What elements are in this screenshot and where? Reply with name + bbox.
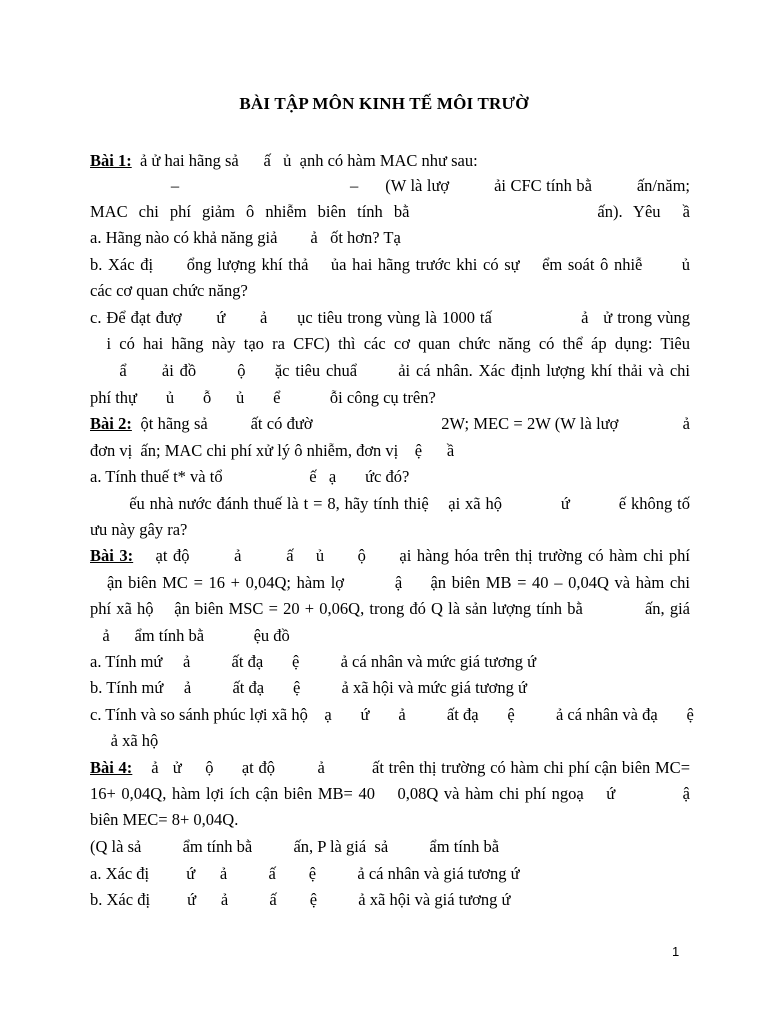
text-line bbox=[90, 546, 690, 566]
line-text: a. Xác đị ứ ả ấ ệ ả cá nhân và giá tương ứ bbox=[90, 864, 520, 883]
text-line bbox=[90, 837, 690, 857]
line-text: ả ử ộ ạt độ ả ất trên thị trường có hàm chi phí cận biên MC= bbox=[132, 758, 690, 777]
text-line bbox=[90, 441, 690, 461]
text-line bbox=[90, 414, 690, 434]
line-text: (Q là sả ẩm tính bằ ấn, P là giá sả ẩm tính bằ bbox=[90, 837, 500, 856]
line-text: a. Hãng nào có khả năng giả ả ốt hơn? Tạ bbox=[90, 228, 401, 247]
text-line bbox=[90, 361, 690, 381]
text-line bbox=[90, 494, 690, 514]
line-text: b. Xác đị ứ ả ấ ệ ả xã hội và giá tương ứ bbox=[90, 890, 511, 909]
text-line bbox=[90, 467, 690, 487]
page-title: BÀI TẬP MÔN KINH TẾ MÔI TRƯỜ bbox=[239, 94, 529, 113]
line-text: ột hãng sả ất có đườ 2W; MEC = 2W (W là lượ ả bbox=[131, 414, 690, 433]
line-text: i có hai hãng này tạo ra CFC) thì các cơ quan chức năng có thể áp dụng: Tiêu bbox=[90, 334, 690, 353]
line-text: các cơ quan chức năng? bbox=[90, 281, 248, 300]
text-line bbox=[90, 758, 690, 778]
text-line bbox=[90, 652, 690, 672]
text-line bbox=[90, 864, 690, 884]
text-line bbox=[90, 705, 694, 725]
text-line bbox=[90, 731, 690, 751]
line-text: c. Để đạt đượ ứ ả ục tiêu trong vùng là 1000 tấ ả ử trong vùng bbox=[90, 308, 690, 327]
text-line bbox=[90, 626, 690, 646]
line-text: 16+ 0,04Q, hàm lợi ích cận biên MB= 40 0,08Q và hàm chi phí ngoạ ứ ậ bbox=[90, 784, 690, 803]
text-line bbox=[90, 151, 690, 171]
line-text: a. Tính mứ ả ất đạ ệ ả cá nhân và mức giá tương ứ bbox=[90, 652, 537, 671]
exercise-label: Bài 2: bbox=[90, 414, 132, 433]
exercise-label: Bài 4: bbox=[90, 758, 133, 777]
text-line bbox=[90, 176, 690, 196]
text-line bbox=[90, 810, 690, 830]
line-text: ưu này gây ra? bbox=[90, 520, 188, 539]
line-text: phí xã hộ ận biên MSC = 20 + 0,06Q, trong đó Q là sản lượng tính bằ ấn, giá bbox=[90, 599, 690, 618]
line-text: biên MEC= 8+ 0,04Q. bbox=[90, 810, 239, 829]
text-line bbox=[90, 599, 690, 619]
text-line bbox=[90, 202, 690, 222]
line-text: – – (W là lượ ải CFC tính bằ ấn/năm; bbox=[90, 176, 690, 195]
text-line bbox=[90, 255, 690, 275]
exercise-label: Bài 1: bbox=[90, 151, 132, 170]
line-text: ả ử hai hãng sả ấ ủ ạnh có hàm MAC như sau: bbox=[131, 151, 478, 170]
text-line bbox=[90, 228, 690, 248]
text-line bbox=[90, 308, 690, 328]
exercise-label: Bài 3: bbox=[90, 546, 134, 565]
line-text: a. Tính thuế t* và tổ ế ạ ức đó? bbox=[90, 467, 410, 486]
page-number: 1 bbox=[672, 944, 680, 959]
line-text: MAC chi phí giảm ô nhiễm biên tính bằ ấn). Yêu ầ bbox=[90, 202, 690, 221]
line-text: b. Xác đị ổng lượng khí thả ủa hai hãng trước khi có sự ểm soát ô nhiễ ủ bbox=[90, 255, 690, 274]
line-text: đơn vị ấn; MAC chi phí xử lý ô nhiễm, đơn vị ệ ầ bbox=[90, 441, 455, 460]
line-text: ận biên MC = 16 + 0,04Q; hàm lợ ậ ận biên MB = 40 – 0,04Q và hàm chi bbox=[90, 573, 690, 592]
line-text: ếu nhà nước đánh thuế là t = 8, hãy tính thiệ ại xã hộ ứ ế không tố bbox=[90, 494, 690, 513]
text-line bbox=[90, 573, 690, 593]
line-text: ẩ ải đồ ộ ặc tiêu chuẩ ải cá nhân. Xác định lượng khí thải và chi bbox=[90, 361, 690, 380]
text-line bbox=[90, 388, 690, 408]
text-line bbox=[90, 520, 690, 540]
text-line bbox=[90, 890, 690, 910]
line-text: phí thự ủ ỗ ủ ể ỗi công cụ trên? bbox=[90, 388, 436, 407]
text-line bbox=[90, 281, 690, 301]
line-text: c. Tính và so sánh phúc lợi xã hộ ạ ứ ả ất đạ ệ ả cá nhân và đạ ệ bbox=[90, 705, 694, 724]
text-line bbox=[90, 334, 690, 354]
line-text: b. Tính mứ ả ất đạ ệ ả xã hội và mức giá tương ứ bbox=[90, 678, 527, 697]
line-text: ả ẩm tính bằ ệu đồ bbox=[90, 626, 290, 645]
text-line bbox=[90, 784, 690, 804]
line-text: ạt độ ả ấ ủ ộ ại hàng hóa trên thị trường có hàm chi phí bbox=[133, 546, 690, 565]
text-line bbox=[90, 678, 690, 698]
line-text: ả xã hộ bbox=[90, 731, 159, 750]
